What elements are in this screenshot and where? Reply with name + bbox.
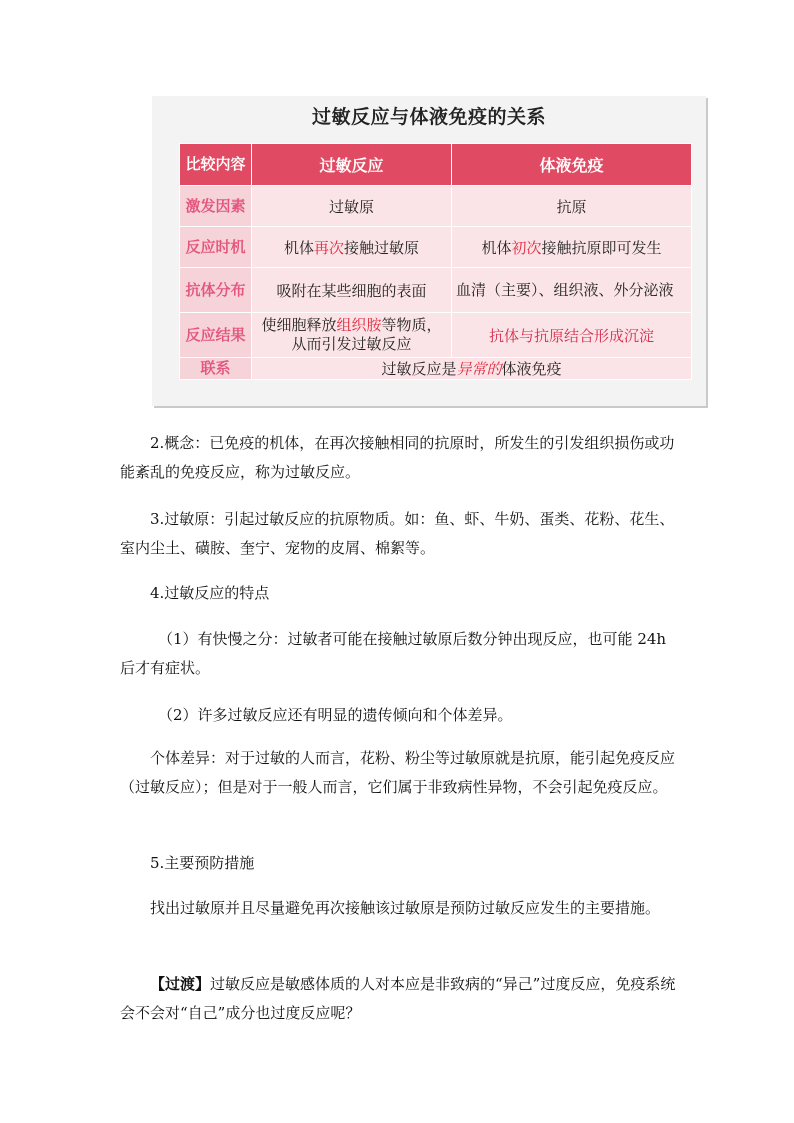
paragraph-prevention: 找出过敏原并且尽量避免再次接触该过敏原是预防过敏反应发生的主要措施。 (150, 899, 661, 917)
table-cell: 使细胞释放组织胺等物质，从而引发过敏反应 (252, 313, 452, 358)
paragraph-concept: 2.概念：已免疫的机体，在再次接触相同的抗原时，所发生的引发组织损伤或功能紊乱的免疫反应，称为过敏反应。 (120, 434, 675, 481)
highlight-text: 再次 (313, 238, 344, 257)
heading-prevention: 5.主要预防措施 (150, 854, 255, 872)
table-cell-merged: 过敏反应是异常的体液免疫 (252, 358, 692, 380)
table-cell: 抗体与抗原结合形成沉淀 (452, 313, 692, 358)
slide-title: 过敏反应与体液免疫的关系 (311, 106, 546, 128)
comparison-table (179, 143, 692, 380)
table-cell: 血清（主要）、组织液、外分泌液 (452, 268, 692, 313)
table-row (180, 358, 692, 380)
row-label: 联系 (180, 358, 252, 380)
table-row (180, 227, 692, 268)
table-cell: 抗原 (452, 186, 692, 227)
paragraph-feature-2: （2）许多过敏反应还有明显的遗传倾向和个体差异。 (158, 706, 513, 724)
row-label: 激发因素 (180, 186, 252, 227)
paragraph-individual: 个体差异：对于过敏的人而言，花粉、粉尘等过敏原就是抗原，能引起免疫反应（过敏反应）；但是对于一般人而言，它们属于非致病性异物，不会引起免疫反应。 (120, 749, 676, 796)
paragraph-transition: 【过渡】过敏反应是敏感体质的人对本应是非致病的“异己”过度反应，免疫系统会不会对“自己”成分也过度反应呢？ (120, 975, 676, 1022)
table-row (180, 186, 692, 227)
table-row (180, 313, 692, 358)
table-cell: 吸附在某些细胞的表面 (252, 268, 452, 313)
row-label: 反应结果 (180, 313, 252, 358)
highlight-text: 初次 (511, 238, 542, 257)
table-cell: 机体初次接触抗原即可发生 (452, 227, 692, 268)
header-compare: 比较内容 (180, 144, 252, 186)
table-row (180, 268, 692, 313)
highlight-text: 组织胺 (336, 316, 382, 334)
slide-image (152, 96, 706, 406)
header-humoral: 体液免疫 (452, 144, 692, 186)
table-header-row (180, 144, 692, 186)
highlight-text: 异常的 (456, 360, 502, 378)
row-label: 反应时机 (180, 227, 252, 268)
heading-features: 4.过敏反应的特点 (150, 584, 270, 602)
table-cell: 过敏原 (252, 186, 452, 227)
row-label: 抗体分布 (180, 268, 252, 313)
header-allergy: 过敏反应 (252, 144, 452, 186)
table-cell: 机体再次接触过敏原 (252, 227, 452, 268)
transition-bracket: 【过渡】 (150, 975, 211, 993)
paragraph-allergen: 3.过敏原：引起过敏反应的抗原物质。如：鱼、虾、牛奶、蛋类、花粉、花生、室内尘土、磺胺、奎宁、宠物的皮屑、棉絮等。 (120, 510, 675, 557)
paragraph-feature-1: （1）有快慢之分：过敏者可能在接触过敏原后数分钟出现反应，也可能 24h 后才有症状。 (120, 630, 667, 677)
